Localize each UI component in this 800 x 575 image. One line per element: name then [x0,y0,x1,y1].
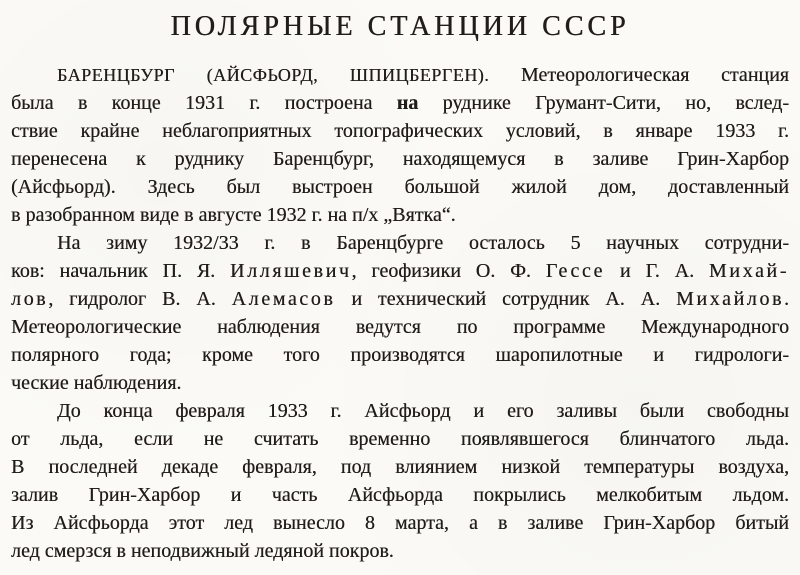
text-segment: от льда, если не считать временно появлявшегося блинчатого льда. [11,428,789,450]
page-title: ПОЛЯРНЫЕ СТАНЦИИ СССР [170,11,630,42]
text-segment: Михайлов [675,288,784,310]
text-line [11,509,789,537]
document-body [11,61,789,565]
text-segment: и технический сотрудник А. А. [335,288,676,310]
paragraph [11,229,789,397]
text-segment: До конца февраля 1933 г. Айсфьорд и его заливы были свободны [57,400,789,422]
text-line [11,537,789,565]
text-line [11,173,789,201]
text-segment: на [396,92,419,114]
text-line [11,229,789,257]
text-line [11,425,789,453]
text-line [11,453,789,481]
text-segment: В последней декаде февраля, под влиянием низкой температуры воздуха, [11,456,789,478]
text-line [11,89,789,117]
text-segment: лов [11,288,49,310]
text-segment: , гидролог В. А. [48,288,232,310]
text-segment: ков: начальник П. Я. [11,260,231,282]
text-segment: перенесена к руднику Баренцбург, находящемуся в заливе Грин-Харбор [11,148,789,170]
text-segment: полярного года; кроме того производятся шаропилотные и гидрологи- [11,344,789,366]
text-line [11,257,789,285]
text-line [11,145,789,173]
text-line [11,341,789,369]
text-line [11,201,789,229]
text-line [11,481,789,509]
text-line [11,285,789,313]
text-segment: Илляшевич [230,260,352,282]
text-segment: БАРЕНЦБУРГ (АЙСФЬОРД, ШПИЦБЕРГЕН). [57,65,521,85]
text-segment: Алемасов [231,288,336,310]
text-segment: Михай- [708,260,789,282]
text-line [11,61,789,89]
text-segment: ческие наблюдения. [11,372,182,394]
text-segment: Метеорологическая станция [520,64,789,86]
text-line [11,313,789,341]
text-segment: Из Айсфьорда этот лед вынесло 8 марта, а в заливе Грин-Харбор битый [11,512,789,534]
text-segment: , геофизики О. Ф. [351,260,546,282]
text-segment: Гессе [545,260,606,282]
text-line [11,117,789,145]
text-segment: руднике Грумант-Сити, но, вслед- [418,92,789,114]
text-line [11,397,789,425]
text-line [11,369,789,397]
text-segment: ствие крайне неблагоприятных топографических условий, в январе 1933 г. [11,120,789,142]
text-segment: была в конце 1931 г. построена [11,92,397,114]
text-segment: залив Грин-Харбор и часть Айсфьорда покрылись мелкобитым льдом. [11,484,789,506]
paragraph [11,61,789,229]
text-segment: (Айсфьорд). Здесь был выстроен большой жилой дом, доставленный [11,176,789,198]
paragraph [11,397,789,565]
text-segment: лед смерзся в неподвижный ледяной покров. [11,540,394,562]
text-segment: . [784,288,789,310]
text-segment: и Г. А. [605,260,709,282]
text-segment: в разобранном виде в августе 1932 г. на п/х „Вятка“. [11,204,456,226]
text-segment: Метеорологические наблюдения ведутся по программе Международного [11,316,789,338]
text-segment: На зиму 1932/33 г. в Баренцбурге осталось 5 научных сотрудни- [57,232,789,254]
